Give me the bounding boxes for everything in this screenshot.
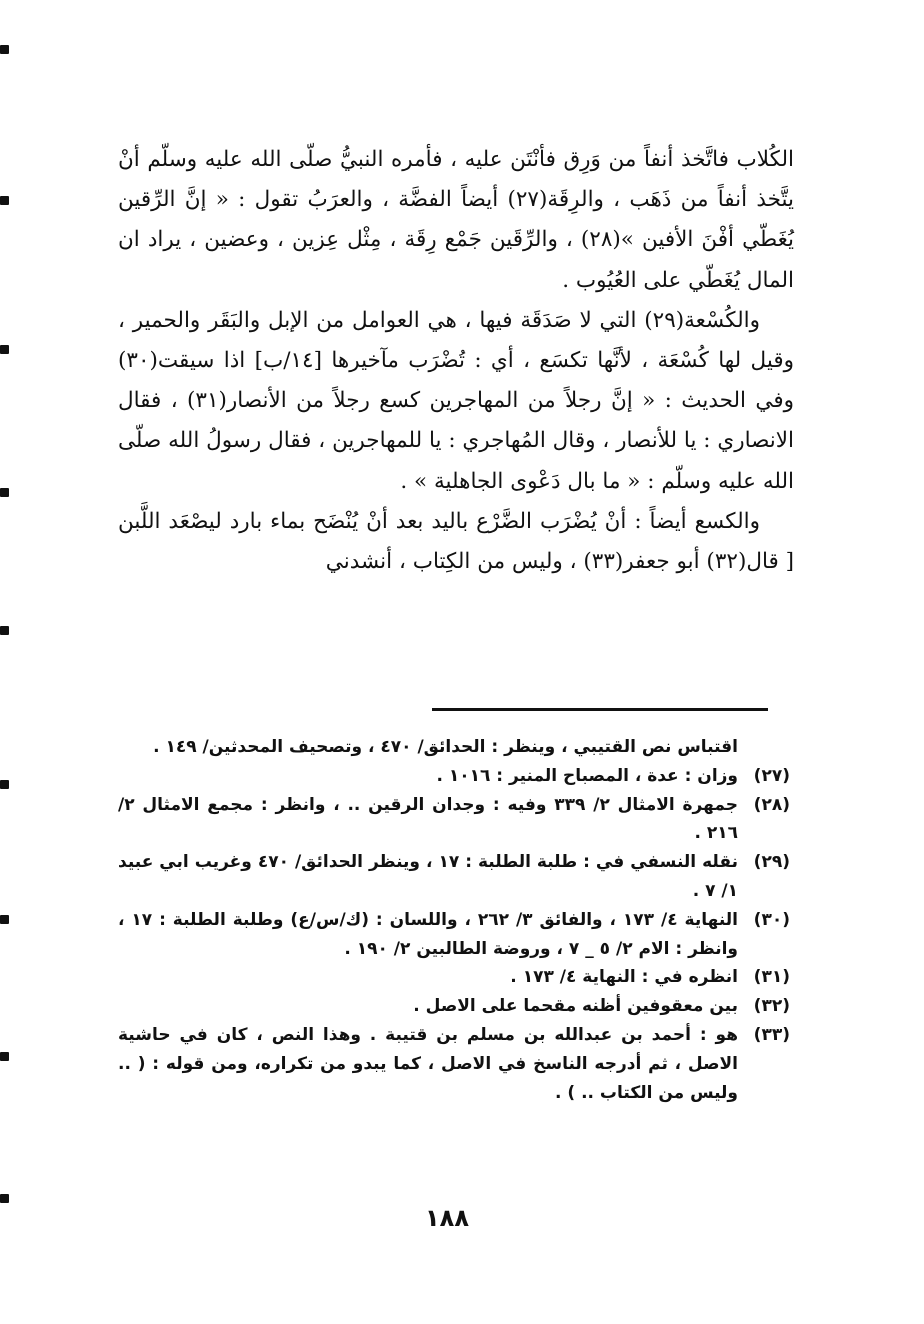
scan-edge-mark [0, 488, 9, 497]
page-number: ١٨٨ [425, 1204, 469, 1232]
scan-edge-mark [0, 196, 9, 205]
scan-edge-mark [0, 915, 9, 924]
main-text [118, 140, 794, 582]
footnote-text: وزان : عدة ، المصباح المنير : ١٠١٦ . [436, 765, 738, 786]
footnote-text: هو : أحمد بن عبدالله بن مسلم بن قتيبة . وهذا النص ، كان في حاشية الاصل ، ثم أدرجه الناسخ في الاصل ، كما يبدو من تكراره، ومن قوله : ( .. وليس من الكتاب .. ) . [118, 1024, 738, 1103]
footnote [118, 963, 790, 992]
scan-edge-mark [0, 45, 9, 54]
paragraph: والكُسْعة(٢٩) التي لا صَدَقَة فيها ، هي العوامل من الإبل والبَقَر والحمير ، وقيل لها كُسْعَة ، لأنَّها تكسَع ، أي : تُضْرَب مآخيرها [١٤/ب] اذا سيقت(٣٠) وفي الحديث : « إنَّ رجلاً من المهاجرين كسع رجلاً من الأنصار(٣١) ، فقال الانصاري : يا للأنصار ، وقال المُهاجري : يا للمهاجرين ، فقال رسولُ الله صلّى الله عليه وسلّم : « ما بال دَعْوى الجاهلية » . [118, 307, 794, 494]
scan-edge-mark [0, 345, 9, 354]
footnote-text: النهاية ٤/ ١٧٣ ، والفائق ٣/ ٢٦٢ ، واللسان : (ك/س/ع) وطلبة الطلبة : ١٧ ، وانظر : الام ٢/ ٥ _ ٧ ، وروضة الطالبين ٢/ ١٩٠ . [118, 909, 738, 959]
scan-edge-mark [0, 1194, 9, 1203]
footnote [118, 848, 790, 906]
scan-edge-mark [0, 1052, 9, 1061]
footnote [118, 992, 790, 1021]
paragraph: الكُلاب فاتَّخذ أنفاً من وَرِق فأنْتَن عليه ، فأمره النبيُّ صلّى الله عليه وسلّم أنْ يتَّخذ أنفاً من ذَهَب ، والرِقَة(٢٧) أيضاً الفضَّة ، والعرَبُ تقول : « إنَّ الرِّقين يُغَطّي أفْنَ الأفين »(٢٨) ، والرِّقَين جَمْع رِقَة ، مِثْل عِزين ، وعضين ، يراد ان المال يُغَطّي على العُيُوب . [118, 147, 794, 293]
footnote-number: (٢٩) [753, 852, 790, 873]
footnote-text: بين معقوفين أظنه مقحما على الاصل . [413, 996, 738, 1017]
footnote [118, 1021, 790, 1107]
footnote [118, 906, 790, 964]
footnote-number: (٣٣) [753, 1024, 790, 1045]
footnote-number: (٣٠) [753, 909, 790, 930]
footnote-number: (٢٨) [753, 794, 790, 815]
scan-edge-mark [0, 780, 9, 789]
footnote-number: (٢٧) [753, 765, 790, 786]
footnote-text: جمهرة الامثال ٢/ ٣٣٩ وفيه : وجدان الرقين .. ، وانظر : مجمع الامثال ٢/ ٢١٦ . [118, 794, 738, 844]
footnote-number: (٣٢) [753, 996, 790, 1017]
footnote-number: (٣١) [753, 967, 790, 988]
footnote [118, 762, 790, 791]
footnote-text: نقله النسفي في : طلبة الطلبة : ١٧ ، وينظر الحدائق/ ٤٧٠ وغريب ابي عبيد ١/ ٧ . [118, 852, 738, 901]
footnote-text: اقتباس نص القتيبي ، وينظر : الحدائق/ ٤٧٠ ، وتصحيف المحدثين/ ١٤٩ . [153, 737, 738, 757]
footnote-separator [432, 708, 768, 711]
footnotes [118, 733, 790, 1107]
scan-edge-mark [0, 626, 9, 635]
footnote-text: انظره في : النهاية ٤/ ١٧٣ . [510, 967, 738, 988]
footnote [118, 733, 790, 762]
paragraph: والكسع أيضاً : أنْ يُضْرَب الضَّرْع باليد بعد أنْ يُنْضَح بماء بارد ليصْعَد اللَّبن [ قال(٣٢) أبو جعفر(٣٣) ، وليس من الكِتاب ، أنشدني [118, 508, 794, 575]
footnote [118, 791, 790, 849]
